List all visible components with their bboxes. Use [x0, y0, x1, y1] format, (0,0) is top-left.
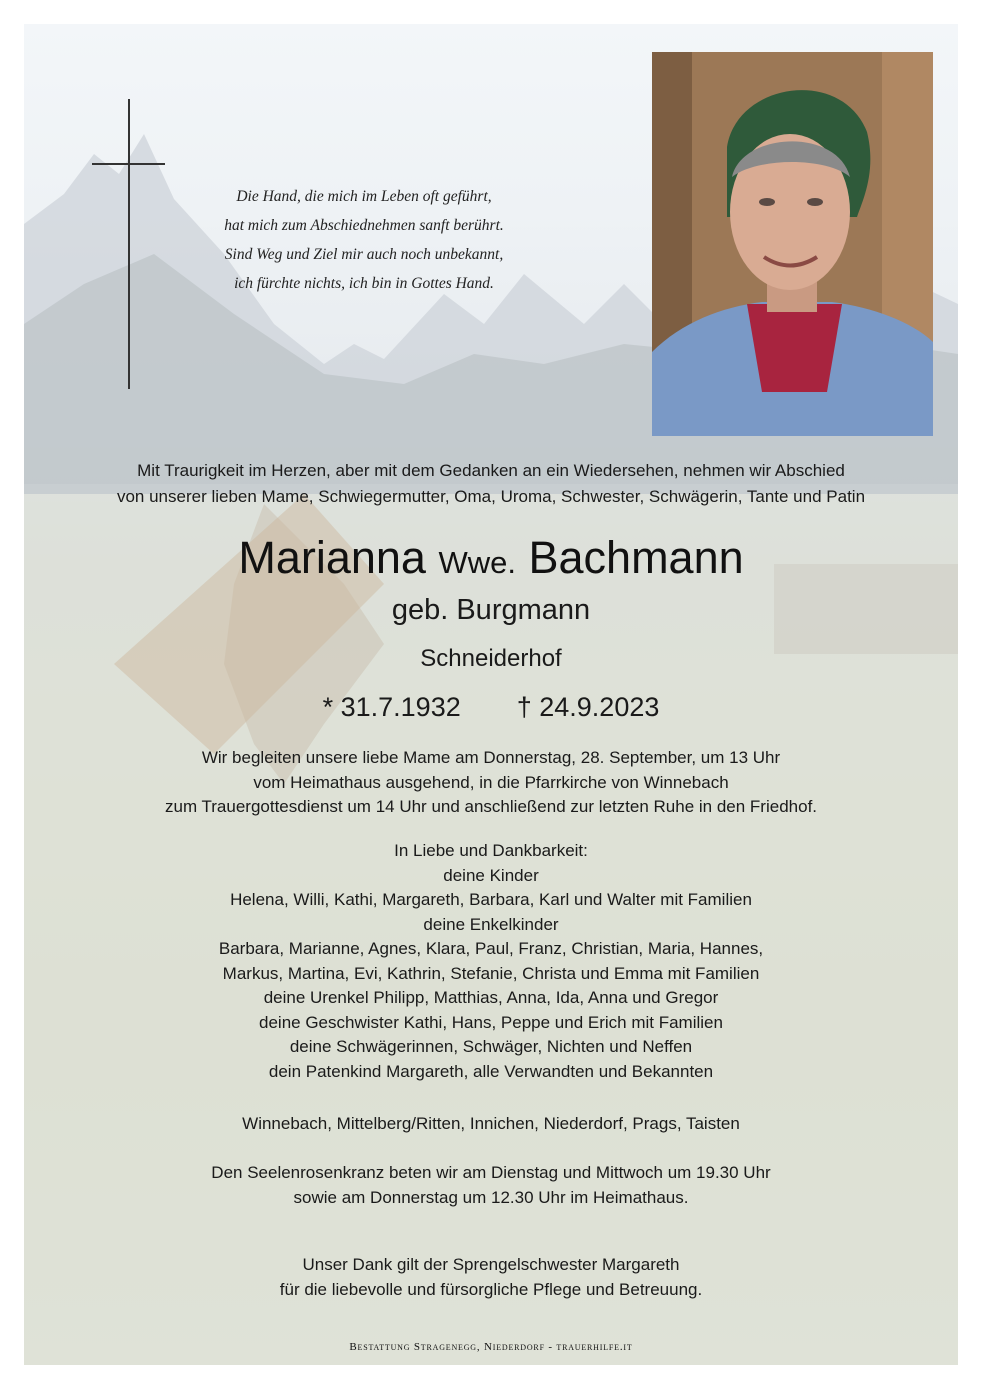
mourners-line: Markus, Martina, Evi, Kathrin, Stefanie, Christa und Emma mit Familien — [222, 963, 760, 983]
mourners-line: deine Kinder — [443, 865, 539, 885]
funeral-info — [24, 746, 958, 820]
mourners-list — [24, 839, 958, 1084]
mourners-line: deine Geschwister Kathi, Hans, Peppe und Erich mit Familien — [259, 1012, 723, 1032]
life-dates — [24, 690, 958, 724]
cross-horizontal-bar — [92, 163, 165, 165]
poem-line: ich fürchte nichts, ich bin in Gottes Hand. — [234, 275, 494, 292]
first-name: Marianna — [238, 532, 426, 583]
intro-text — [24, 458, 958, 510]
birth-name: geb. Burgmann — [391, 594, 591, 626]
mourners-line: deine Enkelkinder — [423, 914, 559, 934]
intro-line: von unserer lieben Mame, Schwiegermutter, Oma, Uroma, Schwester, Schwägerin, Tante und Patin — [116, 487, 866, 506]
rosary-info — [24, 1161, 958, 1210]
widow-title: Wwe. — [438, 545, 516, 580]
memorial-poem — [200, 182, 528, 298]
mourners-line: Barbara, Marianne, Agnes, Klara, Paul, Franz, Christian, Maria, Hannes, — [218, 939, 764, 958]
obituary-card — [24, 24, 958, 1365]
mourners-line: In Liebe und Dankbarkeit: — [394, 841, 588, 860]
portrait-photo — [652, 52, 933, 436]
poem-line: Sind Weg und Ziel mir auch noch unbekannt, — [224, 246, 504, 263]
funeral-line: Wir begleiten unsere liebe Mame am Donnerstag, 28. September, um 13 Uhr — [201, 748, 781, 767]
thanks-note — [24, 1253, 958, 1302]
intro-line: Mit Traurigkeit im Herzen, aber mit dem Gedanken an ein Wiedersehen, nehmen wir Abschied — [137, 461, 845, 480]
mourners-line: deine Urenkel Philipp, Matthias, Anna, Ida, Anna und Gregor — [263, 988, 719, 1007]
birth-date: * 31.7.1932 — [322, 692, 461, 722]
deceased-name — [24, 531, 958, 590]
funeral-line: vom Heimathaus ausgehend, in die Pfarrkirche von Winnebach — [253, 772, 729, 792]
places-list: Winnebach, Mittelberg/Ritten, Innichen, Niederdorf, Prags, Taisten — [242, 1114, 740, 1133]
rosary-line: Den Seelenrosenkranz beten wir am Dienstag und Mittwoch um 19.30 Uhr — [211, 1163, 771, 1182]
rosary-line: sowie am Donnerstag um 12.30 Uhr im Heimathaus. — [293, 1187, 689, 1207]
thanks-line: Unser Dank gilt der Sprengelschwester Margareth — [302, 1255, 680, 1274]
funeral-line: zum Trauergottesdienst um 14 Uhr und anschließend zur letzten Ruhe in den Friedhof. — [164, 797, 818, 816]
mourners-line: deine Schwägerinnen, Schwäger, Nichten und Neffen — [289, 1037, 693, 1056]
farm-name: Schneiderhof — [420, 645, 562, 672]
mourners-line: Helena, Willi, Kathi, Margareth, Barbara, Karl und Walter mit Familien — [230, 890, 752, 909]
death-date: † 24.9.2023 — [516, 692, 660, 722]
thanks-line: für die liebevolle und fürsorgliche Pflege und Betreuung. — [279, 1279, 703, 1299]
last-name: Bachmann — [528, 532, 744, 583]
funeral-home-footer: Bestattung Stragenegg, Niederdorf - trauerhilfe.it — [349, 1341, 633, 1353]
cross-vertical-bar — [128, 99, 130, 389]
poem-line: Die Hand, die mich im Leben oft geführt, — [236, 188, 492, 205]
mourners-line: dein Patenkind Margareth, alle Verwandten und Bekannten — [268, 1061, 714, 1081]
poem-line: hat mich zum Abschiednehmen sanft berührt. — [224, 217, 504, 234]
